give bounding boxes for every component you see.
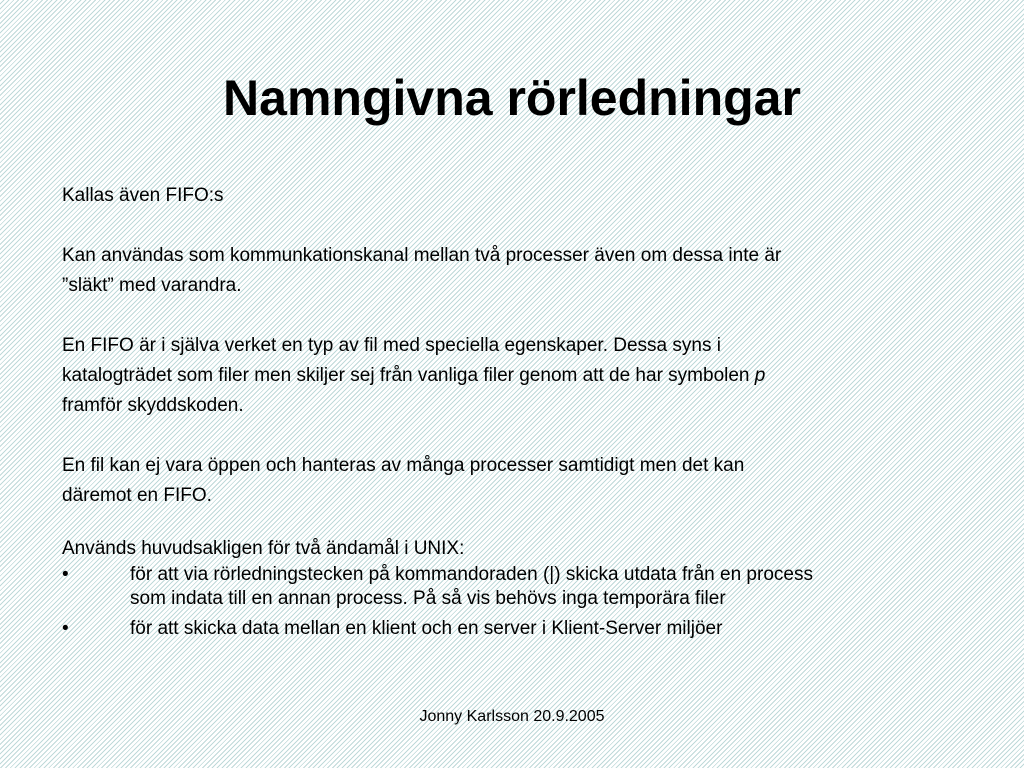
usage-list	[62, 563, 962, 641]
bullet-icon: •	[62, 564, 69, 585]
list-item-line1: för att skicka data mellan en klient och en server i Klient-Server miljöer	[130, 618, 723, 639]
slide-body	[62, 181, 962, 647]
list-item	[62, 563, 962, 611]
spacer	[62, 421, 962, 451]
list-item-line1: för att via rörledningstecken på kommandoraden (|) skicka utdata från en process	[130, 564, 813, 585]
spacer	[62, 301, 962, 331]
paragraph-file-type-line2	[62, 361, 962, 391]
paragraph-fifo-alias: Kallas även FIFO:s	[62, 185, 224, 206]
paragraph-communication-line1: Kan användas som kommunkationskanal mellan två processer även om dessa inte är	[62, 245, 782, 266]
slide-title: Namngivna rörledningar	[223, 70, 801, 126]
list-item	[62, 617, 962, 641]
usage-intro: Används huvudsakligen för två ändamål i UNIX:	[62, 538, 465, 559]
paragraph-open-file-line2: däremot en FIFO.	[62, 485, 212, 506]
paragraph-file-type-line1: En FIFO är i själva verket en typ av fil med speciella egenskaper. Dessa syns i	[62, 335, 721, 356]
paragraph-file-type-text: katalogträdet som filer men skiljer sej från vanliga filer genom att de har symbolen	[62, 365, 755, 386]
list-item-line2: som indata till en annan process. På så vis behövs inga temporära filer	[130, 588, 726, 609]
spacer	[62, 511, 962, 535]
bullet-icon: •	[62, 618, 69, 639]
pipe-symbol: p	[754, 365, 766, 386]
spacer	[62, 211, 962, 241]
paragraph-open-file-line1: En fil kan ej vara öppen och hanteras av många processer samtidigt men det kan	[62, 455, 745, 476]
slide-footer: Jonny Karlsson 20.9.2005	[419, 708, 605, 725]
paragraph-file-type-line3: framför skyddskoden.	[62, 395, 244, 416]
paragraph-communication-line2: ”släkt” med varandra.	[62, 275, 242, 296]
